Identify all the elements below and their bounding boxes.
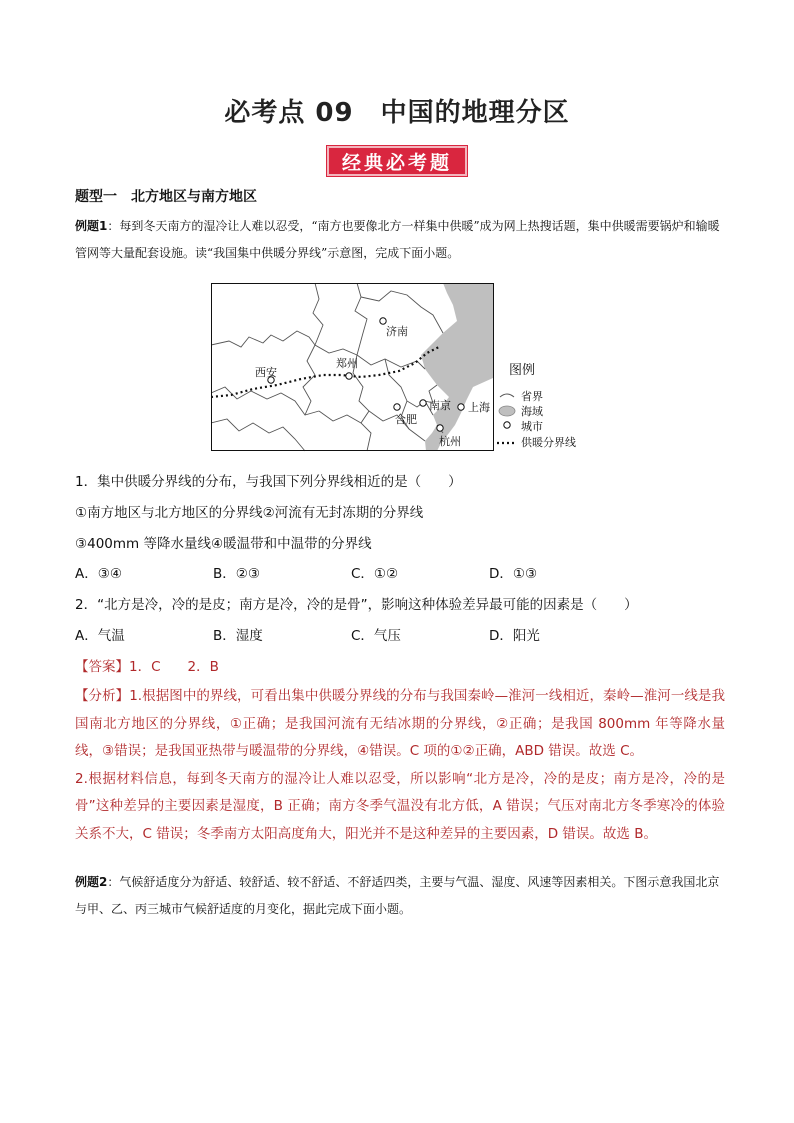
analysis-block [75,683,725,848]
city-jinan-marker [380,318,386,324]
example2-text: ：气候舒适度分为舒适、较舒适、较不舒适、不舒适四类，主要与气温、湿度、风速等因素相关。下图示意我国北京与甲、乙、丙三城市气候舒适度的月变化，据此完成下面小题。 [75,875,720,916]
legend-city-icon [504,422,510,428]
page-title: 必考点 09 中国的地理分区 [224,98,570,128]
answer-line: 【答案】1．C 2．B [75,659,219,675]
legend-title: 图例 [509,363,536,378]
q2-options [75,624,627,644]
example1-paragraph [75,213,725,267]
city-hefei-marker [394,404,400,410]
city-xian: 西安 [255,366,277,379]
q2-stem: 2．“北方是冷，冷的是皮；南方是冷，冷的是骨”，影响这种体验差异最可能的因素是（ ） [75,597,638,613]
example1-text: ：每到冬天南方的湿冷让人难以忍受，“南方也要像北方一样集中供暖”成为网上热搜话题，集中供暖需要锅炉和输暖管网等大量配套设施。读“我国集中供暖分界线”示意图，完成下面小题。 [75,219,720,260]
q2-option-b: B．湿度 [213,628,263,644]
legend-sea-icon [499,406,515,416]
q1-item-2: ③400mm 等降水量线④暖温带和中温带的分界线 [75,536,372,552]
q2-option-c: C．气压 [351,628,401,644]
legend-border-icon [500,394,514,397]
city-jinan: 济南 [386,325,408,338]
q1-option-c: C．①② [351,566,399,582]
city-nanjing: 南京 [429,399,451,412]
city-zhengzhou: 郑州 [336,357,358,370]
q1-option-a: A．③④ [75,566,122,582]
city-nanjing-marker [420,400,426,406]
sea-area [421,283,493,451]
legend-sea: 海域 [521,405,543,418]
legend-city: 城市 [521,420,543,433]
q2-option-d: D．阳光 [489,628,540,644]
q1-options [75,562,627,582]
q1-item-1: ①南方地区与北方地区的分界线②河流有无封冻期的分界线 [75,505,424,521]
example1-label: 例题1 [75,219,108,233]
legend-line: 供暖分界线 [521,436,576,449]
analysis-q1: 【分析】1.根据图中的界线，可看出集中供暖分界线的分布与我国秦岭—淮河一线相近，秦岭—淮河一线是我国南北方地区的分界线，①正确；是我国河流有无结冰期的分界线，②正确；是我国 800mm 年等降水量线，③错误；是我国亚热带与暖温带的分界线，④错误。C 项的①②正确，ABD 错误。故选 C。 [75,688,725,759]
analysis-q2: 2.根据材料信息，每到冬天南方的湿冷让人难以忍受，所以影响“北方是冷，冷的是皮；南方是冷，冷的是骨”这种差异的主要因素是湿度，B 正确；南方冬季气温没有北方低，A 错误；气压对南北方冬季寒冷的体验关系不大，C 错误；冬季南方太阳高度角大，阳光并不是这种差异的主要因素，D 错误。故选 B。 [75,770,725,842]
q1-option-b: B．②③ [213,566,260,582]
city-hangzhou: 杭州 [439,435,461,448]
city-hefei: 合肥 [395,413,417,426]
map-legend [497,363,576,449]
heating-boundary-map [211,283,595,453]
city-zhengzhou-marker [346,373,352,379]
legend-border: 省界 [521,390,543,403]
section-heading: 题型一 北方地区与南方地区 [75,189,257,205]
city-shanghai: 上海 [468,401,490,414]
q1-stem: 1．集中供暖分界线的分布，与我国下列分界线相近的是（ ） [75,474,462,490]
example2-paragraph [75,869,725,923]
city-hangzhou-marker [437,425,443,431]
q2-option-a: A．气温 [75,628,125,644]
example2-label: 例题2 [75,875,108,889]
city-shanghai-marker [458,404,464,410]
q1-option-d: D．①③ [489,566,538,582]
heating-boundary-line [211,347,439,397]
classic-badge: 经典必考题 [327,146,467,176]
